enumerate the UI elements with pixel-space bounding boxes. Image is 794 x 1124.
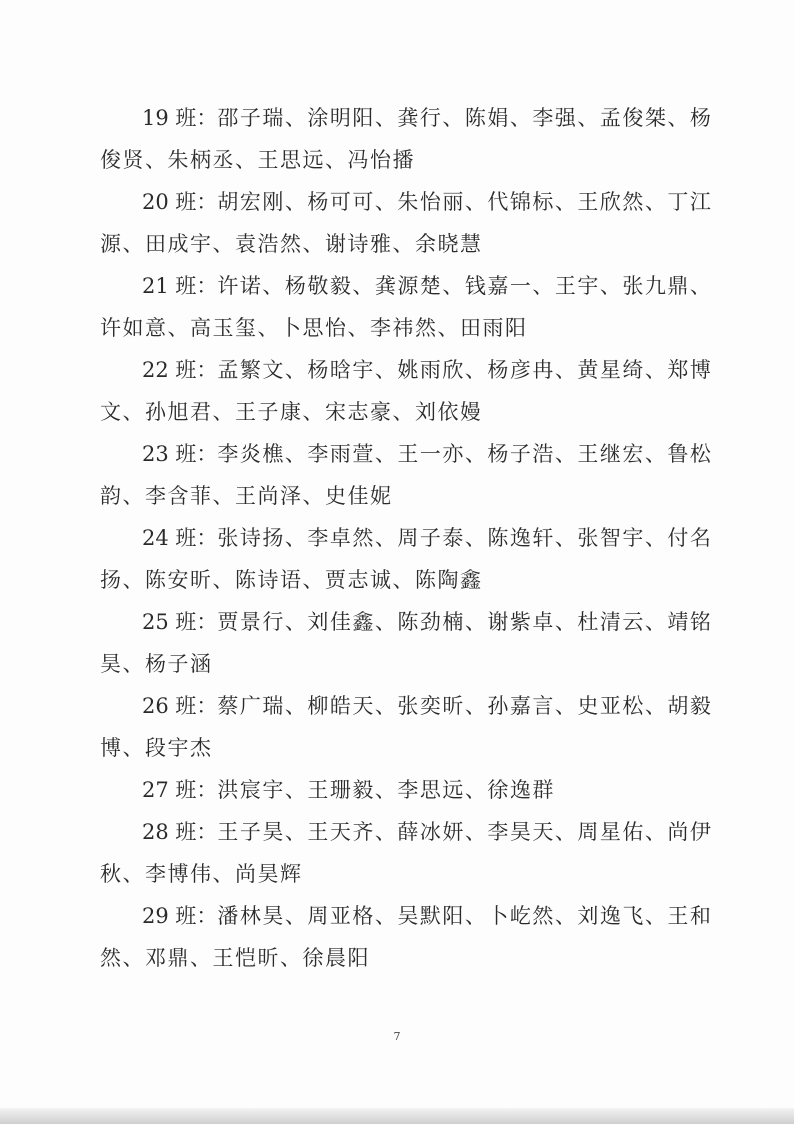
class-label: 27 班： (142, 778, 218, 802)
class-label: 22 班： (142, 358, 218, 382)
entry-line-1 (100, 272, 713, 300)
class-entry-19 (100, 104, 713, 174)
class-entry-25 (100, 608, 713, 678)
entry-line-2: 源、田成宇、袁浩然、谢诗雅、余晓慧 (100, 232, 483, 256)
entry-line-2: 文、孙旭君、王子康、宋志豪、刘依嫚 (100, 400, 483, 424)
class-label: 28 班： (142, 820, 218, 844)
class-label: 26 班： (142, 694, 218, 718)
class-entry-27 (100, 776, 700, 804)
class-entry-20 (100, 188, 713, 258)
entry-line-2: 秋、李博伟、尚昊辉 (100, 862, 303, 886)
names-text: 张诗扬、李卓然、周子泰、陈逸轩、张智宇、付名 (217, 526, 713, 550)
class-label: 24 班： (142, 526, 218, 550)
entry-line-1 (100, 902, 713, 930)
names-text: 王子昊、王天齐、薛冰妍、李昊天、周星佑、尚伊 (217, 820, 713, 844)
entry-line-2: 韵、李含菲、王尚泽、史佳妮 (100, 484, 393, 508)
class-list (100, 104, 713, 986)
names-text: 贾景行、刘佳鑫、陈劲楠、谢紫卓、杜清云、靖铭 (217, 610, 713, 634)
class-entry-24 (100, 524, 713, 594)
class-entry-28 (100, 818, 713, 888)
page-number: 7 (393, 1030, 401, 1043)
class-label: 23 班： (142, 442, 218, 466)
class-entry-29 (100, 902, 713, 972)
scan-bottom-edge (0, 1108, 794, 1124)
class-label: 20 班： (142, 190, 218, 214)
class-label: 19 班： (142, 106, 218, 130)
class-label: 25 班： (142, 610, 218, 634)
entry-line-2: 昊、杨子涵 (100, 652, 213, 676)
class-entry-21 (100, 272, 713, 342)
entry-line-2: 许如意、高玉玺、卜思怡、李祎然、田雨阳 (100, 316, 528, 340)
entry-line-1 (100, 440, 713, 468)
names-text: 孟繁文、杨晗宇、姚雨欣、杨彦冉、黄星绮、郑博 (217, 358, 713, 382)
entry-line-2: 俊贤、朱柄丞、王思远、冯怡播 (100, 148, 415, 172)
entry-line-2: 博、段宇杰 (100, 736, 213, 760)
names-text: 蔡广瑞、柳皓天、张奕昕、孙嘉言、史亚松、胡毅 (217, 694, 713, 718)
entry-line-1 (100, 524, 713, 552)
entry-line-2: 扬、陈安昕、陈诗语、贾志诚、陈陶鑫 (100, 568, 483, 592)
entry-line-1 (100, 776, 700, 804)
names-text: 洪宸宇、王珊毅、李思远、徐逸群 (217, 778, 555, 802)
class-entry-22 (100, 356, 713, 426)
names-text: 胡宏刚、杨可可、朱怡丽、代锦标、王欣然、丁江 (217, 190, 713, 214)
entry-line-1 (100, 104, 713, 132)
entry-line-2: 然、邓鼎、王恺昕、徐晨阳 (100, 946, 370, 970)
class-entry-23 (100, 440, 713, 510)
entry-line-1 (100, 356, 713, 384)
names-text: 邵子瑞、涂明阳、龚行、陈娟、李强、孟俊桀、杨 (217, 106, 713, 130)
entry-line-1 (100, 818, 713, 846)
class-entry-26 (100, 692, 713, 762)
entry-line-1 (100, 692, 713, 720)
names-text: 李炎樵、李雨萱、王一亦、杨子浩、王继宏、鲁松 (217, 442, 713, 466)
names-text: 潘林昊、周亚格、吴默阳、卜屹然、刘逸飞、王和 (217, 904, 713, 928)
class-label: 21 班： (142, 274, 218, 298)
entry-line-1 (100, 608, 713, 636)
entry-line-1 (100, 188, 713, 216)
class-label: 29 班： (142, 904, 218, 928)
names-text: 许诺、杨敬毅、龚源楚、钱嘉一、王宇、张九鼎、 (217, 274, 713, 298)
